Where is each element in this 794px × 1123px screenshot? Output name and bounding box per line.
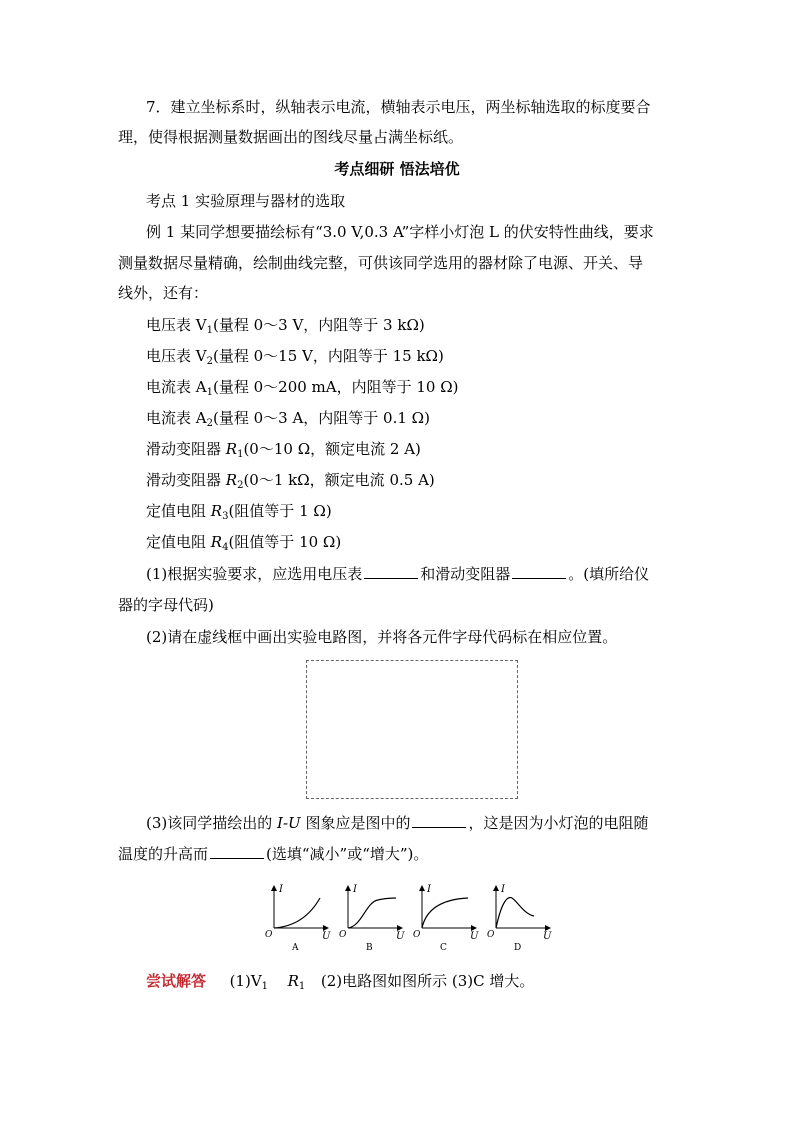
equipment-item: 电流表 $A_1$(量程 0～200 mA，内阻等于 10 Ω) — [146, 378, 459, 398]
question-1-line2: 器的字母代码) — [118, 596, 214, 614]
origin-label: O — [487, 930, 495, 940]
axis-label-i: I — [427, 884, 431, 895]
question-1: (1)根据实验要求，应选用电压表 和滑动变阻器 。(填所给仪 — [146, 565, 650, 583]
question-3: (3)该同学描绘出的 I-U 图象应是图中的 ，这是因为小灯泡的电阻随 — [146, 814, 649, 832]
curve-c — [422, 898, 468, 928]
iu-graph-options — [262, 880, 552, 952]
axis-label-u: U — [470, 931, 479, 942]
axis-label-u: U — [543, 931, 552, 942]
iu-graphs-svg — [262, 880, 552, 952]
graph-option-c — [413, 884, 479, 952]
axis-label-u: U — [396, 931, 405, 942]
section-title: 考点细研 悟法培优 — [334, 160, 460, 178]
example-line3: 线外，还有： — [118, 284, 209, 302]
axis-label-i: I — [353, 884, 357, 895]
step7-line2: 理，使得根据测量数据画出的图线尽量占满坐标纸。 — [118, 128, 464, 146]
option-label-b: B — [366, 943, 373, 952]
answer-blank — [412, 812, 466, 828]
question-2: (2)请在虚线框中画出实验电路图，并将各元件字母代码标在相应位置。 — [146, 628, 618, 646]
option-label-a: A — [292, 943, 299, 952]
circuit-drawing-box — [306, 660, 518, 799]
topic-heading: 考点 1 实验原理与器材的选取 — [146, 192, 346, 210]
equipment-item: 定值电阻 $R_4$(阻值等于 10 Ω) — [146, 533, 342, 553]
origin-label: O — [339, 930, 347, 940]
origin-label: O — [265, 930, 273, 940]
option-label-c: C — [440, 943, 447, 952]
example-line1: 例 1 某同学想要描绘标有“3.0 V,0.3 A”字样小灯泡 L 的伏安特性曲线，要求 — [146, 223, 654, 241]
equipment-item: 电压表 $V_1$(量程 0～3 V，内阻等于 3 kΩ) — [146, 316, 425, 336]
answer-blank — [512, 563, 566, 579]
curve-a — [274, 898, 320, 928]
graph-option-d — [487, 884, 552, 952]
curve-d — [496, 898, 534, 928]
graph-option-b — [339, 884, 405, 952]
axis-label-i: I — [279, 884, 283, 895]
answer-line: 尝试解答 $(1)V_1$ $R_1$ (2)电路图如图所示 (3)C 增大。 — [146, 972, 535, 992]
question-3-line2: 温度的升高而 (选填“减小”或“增大”)。 — [118, 845, 429, 863]
axis-label-i: I — [501, 884, 505, 895]
equipment-item: 滑动变阻器 $R_2(0\sim 1$ kΩ，额定电流 0.5 A) — [146, 471, 435, 491]
equipment-item: 电流表 $A_2$(量程 0～3 A，内阻等于 0.1 Ω) — [146, 409, 430, 429]
step7-line1: 7．建立坐标系时，纵轴表示电流，横轴表示电压，两坐标轴选取的标度要合 — [146, 98, 651, 116]
axis-label-u: U — [322, 931, 331, 942]
graph-option-a — [265, 884, 331, 952]
answer-blank — [364, 563, 418, 579]
origin-label: O — [413, 930, 421, 940]
equipment-item: 定值电阻 $R_3$(阻值等于 1 Ω) — [146, 502, 332, 522]
option-label-d: D — [514, 943, 522, 952]
answer-blank — [210, 843, 264, 859]
example-line2: 测量数据尽量精确，绘制曲线完整，可供该同学选用的器材除了电源、开关、导 — [118, 254, 644, 272]
answer-heading: 尝试解答 — [146, 972, 207, 990]
equipment-item: 滑动变阻器 $R_1(0\sim 10$ Ω，额定电流 2 A) — [146, 440, 421, 460]
equipment-item: 电压表 $V_2$(量程 0～15 V，内阻等于 15 kΩ) — [146, 347, 444, 367]
curve-b — [348, 898, 396, 928]
